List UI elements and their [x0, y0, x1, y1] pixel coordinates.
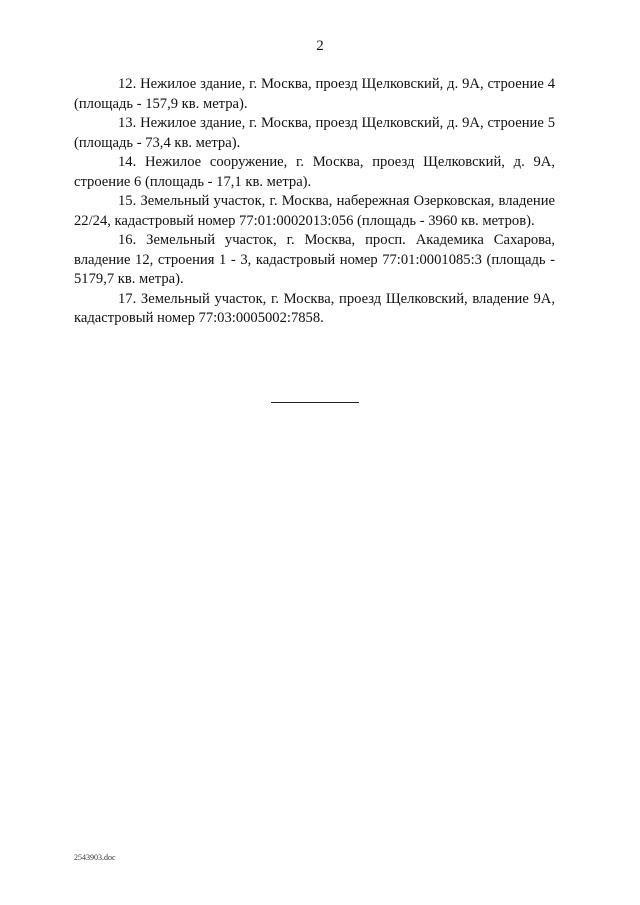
list-item: 16. Земельный участок, г. Москва, просп. Академика Сахарова, владение 12, строения 1 - 3, кадастровый номер 77:01:0001085:3 (площадь - 5179,7 кв. метра). — [74, 232, 555, 287]
separator-line — [271, 402, 359, 403]
list-item: 17. Земельный участок, г. Москва, проезд Щелковский, владение 9А, кадастровый номер 77:03:0005002:7858. — [74, 290, 555, 326]
list-item: 13. Нежилое здание, г. Москва, проезд Щелковский, д. 9А, строение 5 (площадь - 73,4 кв. метра). — [74, 115, 555, 151]
document-body — [74, 75, 555, 329]
list-item: 15. Земельный участок, г. Москва, набережная Озерковская, владение 22/24, кадастровый номер 77:01:0002013:056 (площадь - 3960 кв. метров). — [74, 193, 555, 229]
footer-file-name: 2543903.doc — [74, 853, 116, 862]
list-item: 12. Нежилое здание, г. Москва, проезд Щелковский, д. 9А, строение 4 (площадь - 157,9 кв. метра). — [74, 76, 555, 112]
page-number: 2 — [316, 38, 324, 54]
list-item: 14. Нежилое сооружение, г. Москва, проезд Щелковский, д. 9А, строение 6 (площадь - 17,1 кв. метра). — [74, 154, 555, 190]
